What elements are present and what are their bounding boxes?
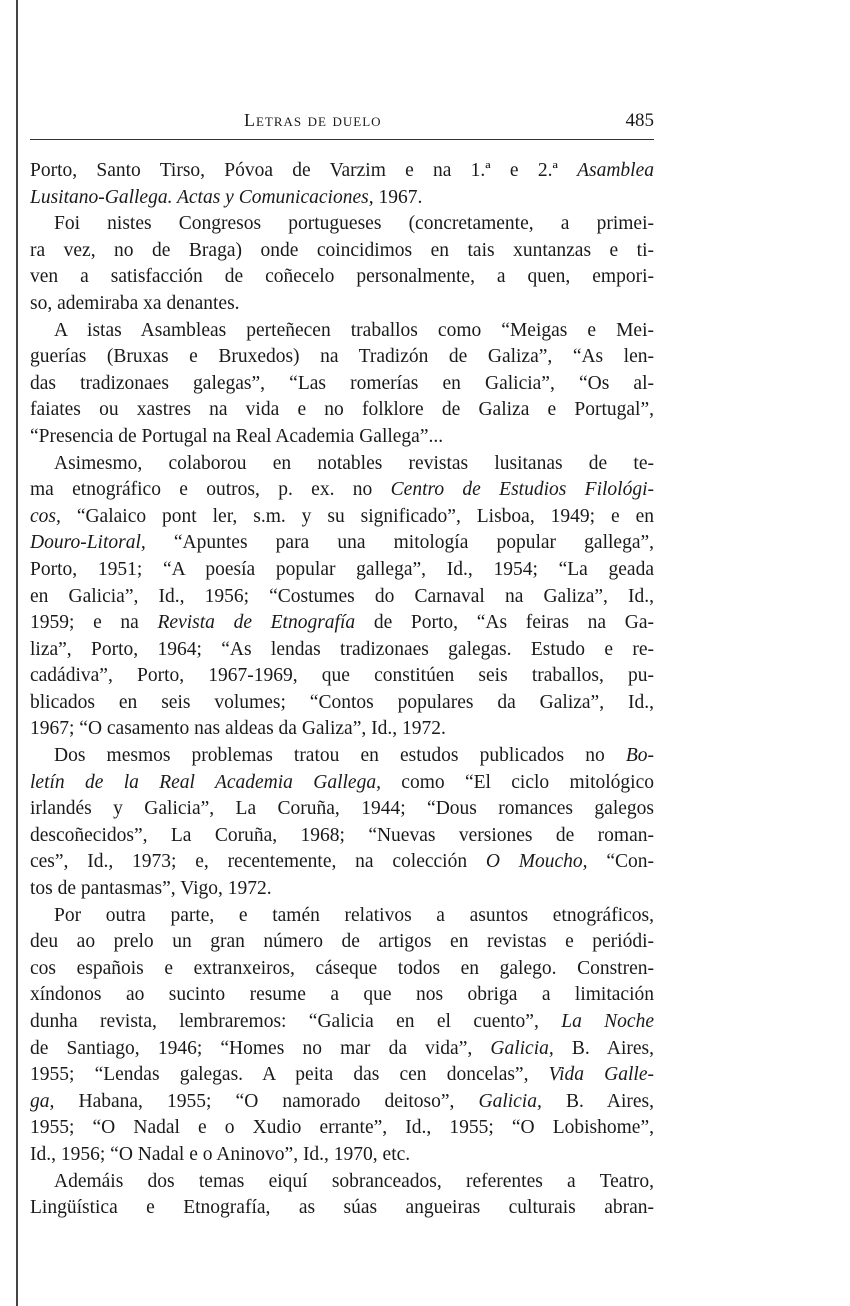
text-line: Lingüística e Etnografía, as súas angueiras culturais abran- bbox=[30, 1197, 654, 1219]
body-text bbox=[30, 158, 654, 1222]
text-line: faiates ou xastres na vida e no folklore de Galiza e Portugal”, bbox=[30, 399, 654, 421]
text-line: A istas Asambleas perteñecen traballos como “Meigas e Mei- bbox=[54, 319, 654, 341]
text-line: guerías (Bruxas e Bruxedos) na Tradizón de Galiza”, “As len- bbox=[30, 346, 654, 368]
text-line: ra vez, no de Braga) onde coincidimos en tais xuntanzas e ti- bbox=[30, 239, 654, 261]
text-line: “Presencia de Portugal na Real Academia Gallega”... bbox=[30, 425, 444, 447]
text-line: Id., 1956; “O Nadal e o Aninovo”, Id., 1970, etc. bbox=[30, 1143, 411, 1165]
text-line: dunha revista, lembraremos: “Galicia en el cuento”, La Noche bbox=[30, 1011, 654, 1032]
text-line: 1955; “Lendas galegas. A peita das cen doncelas”, Vida Galle- bbox=[30, 1064, 654, 1086]
text-line: ma etnográfico e outros, p. ex. no Centro de Estudios Filológi- bbox=[30, 479, 654, 501]
text-line: Dos mesmos problemas tratou en estudos publicados no Bo- bbox=[54, 745, 654, 767]
header-rule bbox=[30, 139, 654, 140]
text-line: Ademáis dos temas eiquí sobranceados, referentes a Teatro, bbox=[54, 1170, 654, 1192]
text-line: Foi nistes Congresos portugueses (concretamente, a primei- bbox=[54, 213, 654, 235]
text-line: tos de pantasmas”, Vigo, 1972. bbox=[30, 878, 272, 900]
text-line: liza”, Porto, 1964; “As lendas tradizonaes galegas. Estudo e re- bbox=[30, 638, 654, 660]
text-line: deu ao prelo un gran número de artigos en revistas e periódi- bbox=[30, 931, 654, 953]
text-line: blicados en seis volumes; “Contos populares da Galiza”, Id., bbox=[30, 691, 654, 713]
text-line: das tradizonaes galegas”, “Las romerías en Galicia”, “Os al- bbox=[30, 372, 654, 394]
text-line: Porto, 1951; “A poesía popular gallega”, Id., 1954; “La geada bbox=[30, 558, 654, 580]
text-line: so, ademiraba xa denantes. bbox=[30, 292, 240, 314]
text-line: 1967; “O casamento nas aldeas da Galiza”, Id., 1972. bbox=[30, 718, 446, 740]
margin-rule bbox=[16, 0, 18, 1306]
text-line: Lusitano-Gallega. Actas y Comunicaciones, 1967. bbox=[30, 186, 423, 208]
text-line: 1955; “O Nadal e o Xudio errante”, Id., 1955; “O Lobishome”, bbox=[30, 1117, 654, 1139]
page-number: 485 bbox=[625, 110, 654, 131]
text-line: irlandés y Galicia”, La Coruña, 1944; “Dous romances galegos bbox=[30, 798, 654, 820]
text-line: 1959; e na Revista de Etnografía de Porto, “As feiras na Ga- bbox=[30, 612, 654, 634]
text-line: de Santiago, 1946; “Homes no mar da vida”, Galicia, B. Aires, bbox=[30, 1037, 654, 1059]
text-line: ces”, Id., 1973; e, recentemente, na colección O Moucho, “Con- bbox=[30, 851, 654, 873]
text-line: Douro-Litoral, “Apuntes para una mitología popular gallega”, bbox=[30, 532, 654, 554]
text-line: descoñecidos”, La Coruña, 1968; “Nuevas versiones de roman- bbox=[30, 824, 654, 846]
running-head: Letras de duelo bbox=[244, 110, 382, 130]
text-line: Porto, Santo Tirso, Póvoa de Varzim e na 1.ª e 2.ª Asamblea bbox=[30, 160, 654, 181]
text-line: xíndonos ao sucinto resume a que nos obriga a limitación bbox=[30, 984, 654, 1006]
text-line: cos, “Galaico pont ler, s.m. y su significado”, Lisboa, 1949; e en bbox=[30, 505, 654, 527]
page-header bbox=[30, 110, 654, 134]
text-line: Por outra parte, e tamén relativos a asuntos etnográficos, bbox=[54, 904, 654, 926]
text-line: cos españois e extranxeiros, cáseque todos en galego. Constren- bbox=[30, 957, 654, 979]
text-line: en Galicia”, Id., 1956; “Costumes do Carnaval na Galiza”, Id., bbox=[30, 585, 654, 607]
text-line: cadádiva”, Porto, 1967-1969, que constitúen seis traballos, pu- bbox=[30, 665, 654, 687]
text-line: letín de la Real Academia Gallega, como “El ciclo mitológico bbox=[30, 771, 654, 793]
text-line: Asimesmo, colaborou en notables revistas lusitanas de te- bbox=[54, 452, 654, 474]
text-line: ven a satisfacción de coñecelo personalmente, a quen, empori- bbox=[30, 266, 654, 288]
text-line: ga, Habana, 1955; “O namorado deitoso”, Galicia, B. Aires, bbox=[30, 1090, 654, 1112]
